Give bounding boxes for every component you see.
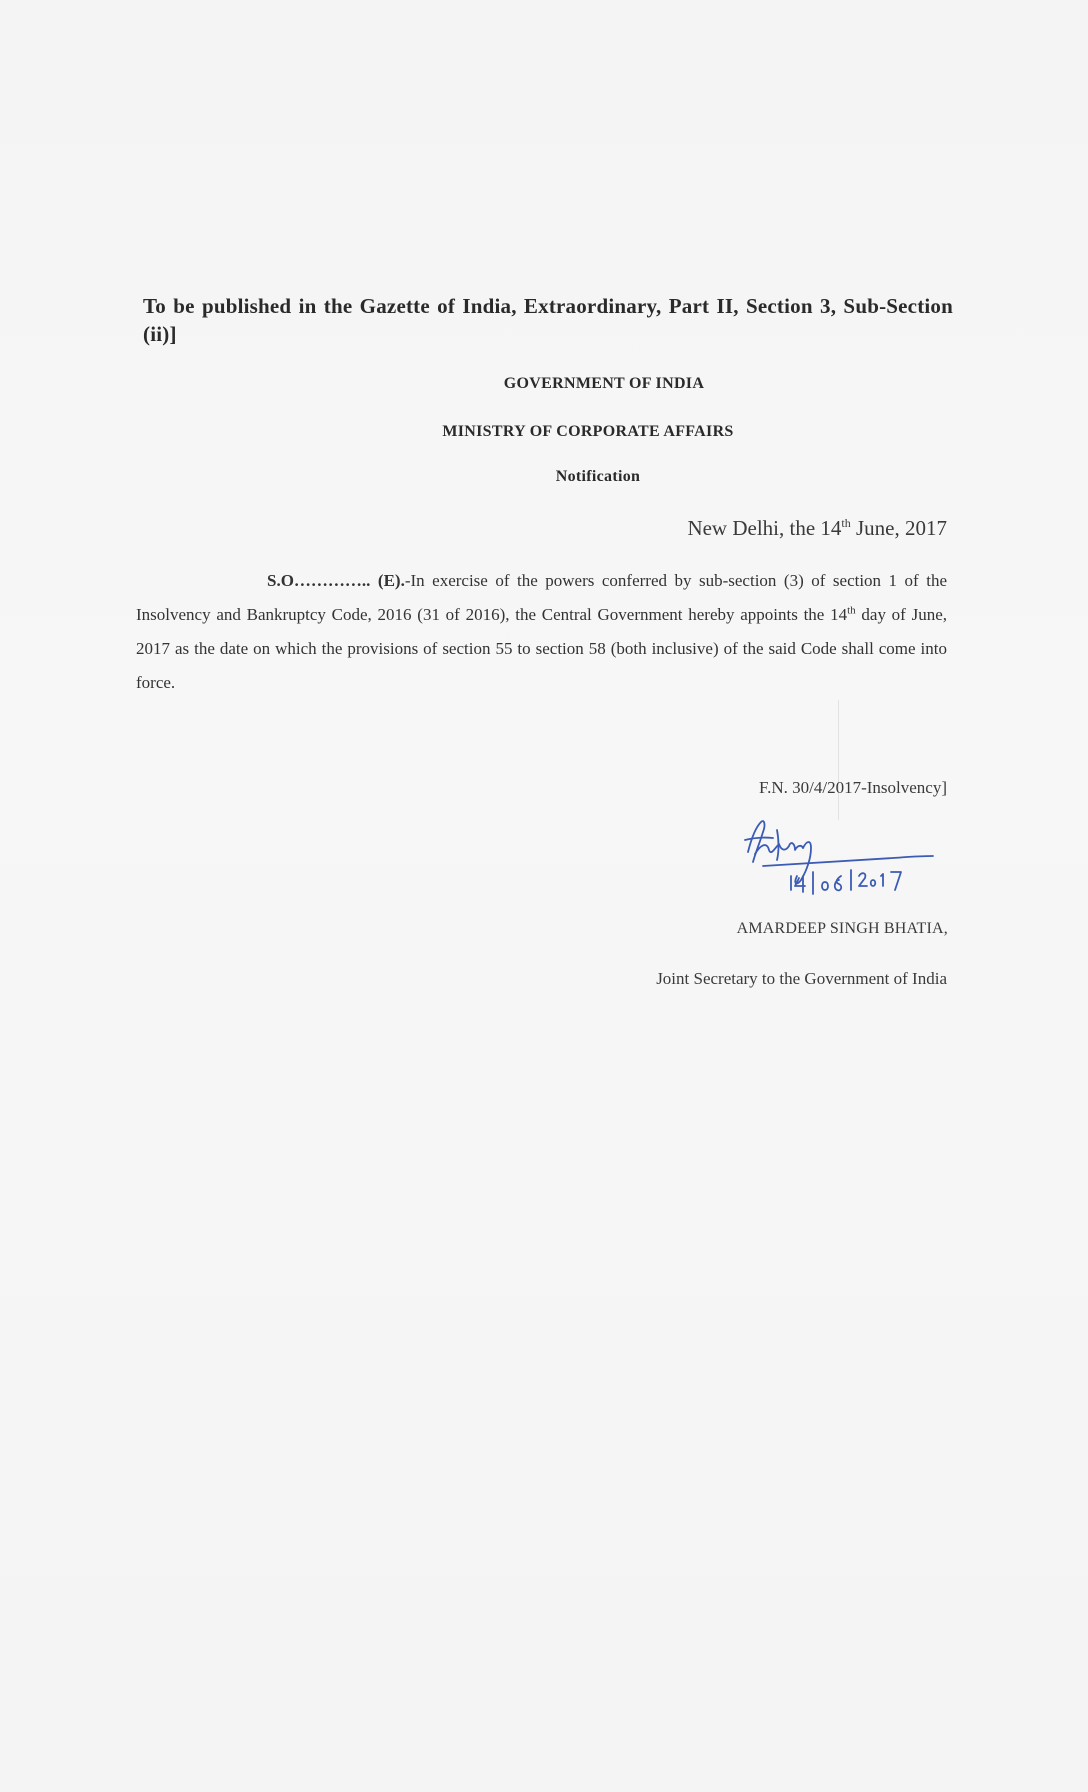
- signatory-designation: Joint Secretary to the Government of India: [656, 969, 947, 988]
- gazette-publication-line: To be published in the Gazette of India, Extraordinary, Part II, Section 3, Sub-Section (ii)]: [143, 294, 953, 346]
- notification-body: [136, 564, 947, 700]
- file-number: F.N. 30/4/2017-Insolvency]: [759, 778, 947, 797]
- dateline: [687, 516, 947, 541]
- body-paragraph: [136, 564, 947, 700]
- handwritten-signature: [733, 810, 948, 900]
- dateline-prefix: New Delhi, the 14: [687, 516, 842, 540]
- body-ordinal: th: [847, 604, 856, 617]
- government-heading: GOVERNMENT OF INDIA: [503, 375, 705, 392]
- dateline-ordinal: th: [841, 516, 851, 530]
- body-text-part2: day of June, 2017 as the date on which the provisions of section 55 to section 58 (both inclusive) of the said Code shall come into force.: [136, 605, 947, 692]
- ministry-heading: MINISTRY OF CORPORATE AFFAIRS: [442, 423, 734, 440]
- body-text-part1: -In exercise of the powers conferred by sub-section (3) of section 1 of the Insolvency and Bankruptcy Code, 2016 (31 of 2016), the Central Government hereby appoints the 14: [136, 571, 947, 624]
- notification-heading: Notification: [555, 468, 641, 485]
- so-number-label: S.O………….. (E).: [267, 571, 405, 590]
- dateline-suffix: June, 2017: [850, 516, 947, 540]
- scan-artifact-line: [838, 700, 839, 820]
- signatory-name: AMARDEEP SINGH BHATIA,: [736, 920, 948, 937]
